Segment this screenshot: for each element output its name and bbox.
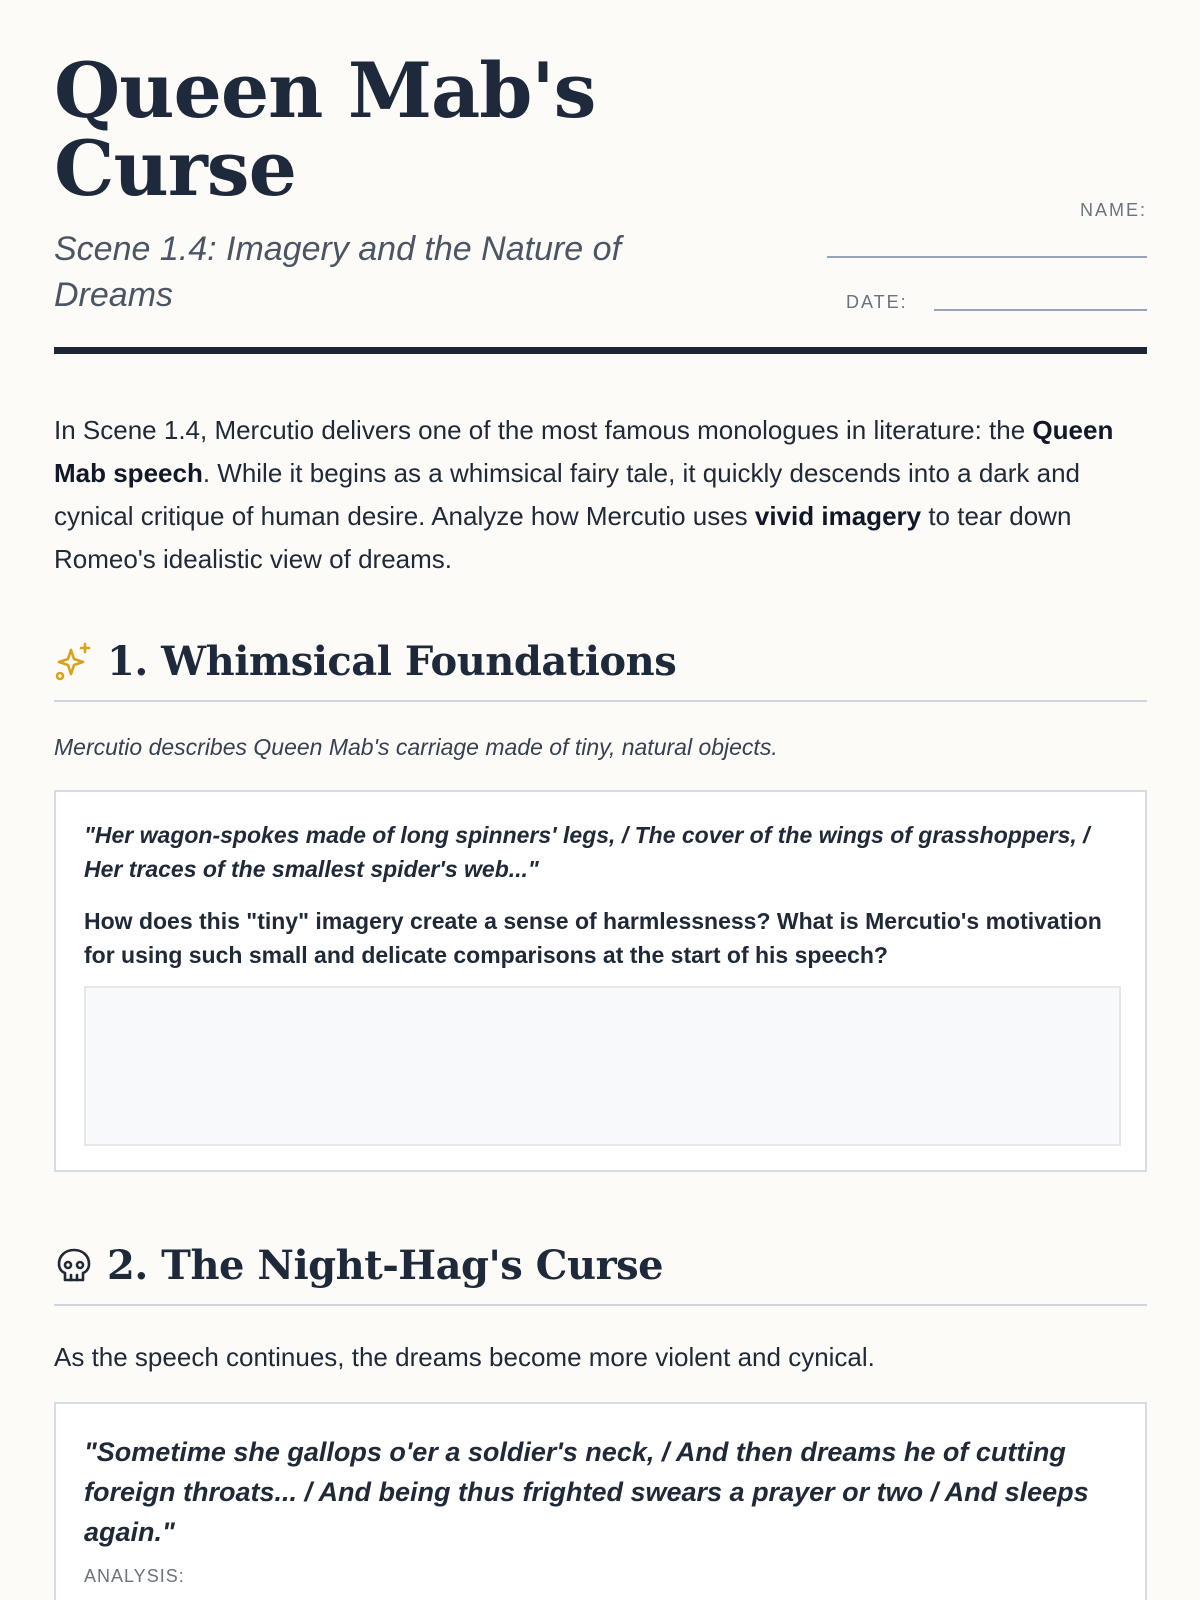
intro-bold-queen-mab: Queen Mab speech	[54, 415, 1114, 488]
section-2-card	[54, 1402, 1147, 1600]
section-2-header	[54, 1236, 1147, 1306]
date-field[interactable]	[934, 309, 1147, 311]
intro-bold-imagery: vivid imagery	[754, 501, 922, 531]
page-title: Queen Mab's Curse	[54, 46, 596, 213]
section-1-lead: Mercutio describes Queen Mab's carriage made of tiny, natural objects.	[54, 734, 778, 760]
intro-text-1: In Scene 1.4, Mercutio delivers one of the most famous monologues in literature: the	[54, 415, 1033, 445]
section-2-heading: 2. The Night-Hag's Curse	[107, 1242, 664, 1289]
name-label: NAME:	[1079, 200, 1147, 220]
worksheet-page	[54, 0, 1147, 1600]
analysis-label: ANALYSIS:	[84, 1566, 185, 1586]
date-label: DATE:	[846, 292, 908, 312]
skull-icon	[54, 1246, 94, 1286]
page-subtitle: Scene 1.4: Imagery and the Nature of Dreams	[54, 230, 622, 314]
section-2-lead: As the speech continues, the dreams become more violent and cynical.	[54, 1342, 875, 1372]
section-2-quote: "Sometime she gallops o'er a soldier's neck, / And then dreams he of cutting foreign throats... / And being thus frighted swears a prayer or two / And sleeps again."	[84, 1437, 1089, 1547]
section-1-heading: 1. Whimsical Foundations	[107, 638, 677, 685]
header-divider	[54, 347, 1147, 354]
section-1-card	[54, 790, 1147, 1172]
section-1-quote: "Her wagon-spokes made of long spinners' legs, / The cover of the wings of grasshoppers, / Her traces of the smallest spider's web..."	[84, 822, 1090, 882]
intro-text-3: to tear down Romeo's idealistic view of dreams.	[54, 501, 1072, 574]
section-1-answer-box[interactable]	[84, 986, 1121, 1146]
sparkles-icon	[54, 642, 94, 682]
section-1-question: How does this "tiny" imagery create a sense of harmlessness? What is Mercutio's motivation for using such small and delicate comparisons at the start of his speech?	[84, 908, 1102, 968]
name-field[interactable]	[827, 256, 1147, 258]
worksheet-header	[54, 0, 1147, 355]
intro-paragraph	[54, 409, 1147, 581]
intro-text-2: . While it begins as a whimsical fairy tale, it quickly descends into a dark and cynical critique of human desire. Analyze how Mercutio uses	[54, 458, 1081, 531]
section-1-header	[54, 632, 1147, 702]
